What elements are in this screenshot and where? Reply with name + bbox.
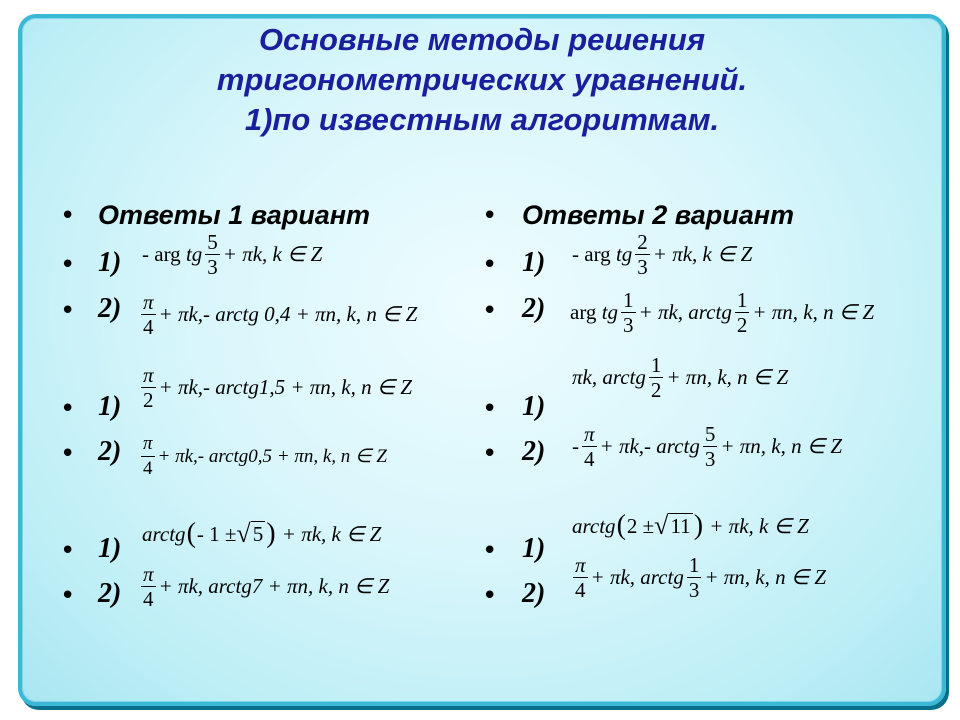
- formula-text: - 1 ±: [196, 521, 237, 546]
- bullet-icon: •: [482, 581, 498, 611]
- right-label-5: 1): [522, 533, 546, 564]
- bullet-icon: •: [60, 250, 76, 280]
- left-label-5: 1): [98, 533, 122, 564]
- right-formula-3: [572, 353, 788, 402]
- formula-text: - arg: [572, 242, 611, 266]
- left-label-6: 2): [98, 578, 122, 609]
- right-label-6: 2): [522, 578, 546, 609]
- fraction: $\frac{5}{3}$: [207, 230, 218, 279]
- right-label-3: 1): [522, 391, 546, 422]
- right-label-1: 1): [522, 247, 546, 278]
- formula-text: 2 ±: [626, 513, 655, 538]
- bullet-icon: •: [482, 439, 498, 469]
- right-label-2: 2): [522, 293, 546, 324]
- formula-text: arg: [570, 300, 597, 324]
- formula-text: + πk, arctg7 + πn, k, n ∈ Z: [158, 574, 390, 598]
- sqrt-symbol: √ 5: [236, 519, 264, 548]
- bullet-icon: •: [482, 250, 498, 280]
- right-formula-6: [570, 553, 826, 602]
- fraction: $\frac{2}{3}$: [637, 230, 648, 279]
- formula-text: tg: [601, 300, 619, 324]
- title-line-1: Основные методы решения: [258, 22, 706, 57]
- left-formula-2: [138, 290, 417, 339]
- bullet-icon: •: [60, 536, 76, 566]
- left-label-1: 1): [98, 247, 122, 278]
- right-formula-1: [572, 230, 752, 279]
- formula-text: - arg: [142, 242, 181, 266]
- formula-text: + πn, k, n ∈ Z: [666, 365, 789, 389]
- formula-text: tg: [185, 242, 203, 266]
- fraction: $\frac{5}{3}$: [704, 422, 716, 471]
- right-header: Ответы 2 вариант: [522, 200, 795, 230]
- bullet-icon: •: [482, 296, 498, 326]
- right-formula-5: arctg ( 2 ± √ 11 ) + πk, k ∈ Z: [572, 510, 809, 541]
- slide-frame: [18, 14, 946, 706]
- title-line-3: 1)по известным алгоритмам.: [244, 102, 720, 137]
- formula-text: + πn, k, n ∈ Z: [752, 300, 875, 324]
- formula-text: + πk, arctg: [638, 300, 732, 324]
- formula-text: -: [572, 434, 579, 458]
- left-formula-4: [138, 432, 387, 481]
- bullet-icon: •: [60, 581, 76, 611]
- formula-text: + πk, k ∈ Z: [281, 521, 382, 546]
- formula-text: + πk,- arctg1,5 + πn, k, n ∈ Z: [158, 375, 413, 399]
- right-label-4: 2): [522, 436, 546, 467]
- right-formula-4: [572, 422, 842, 471]
- bullet-icon: •: [60, 201, 76, 231]
- bullet-icon: •: [482, 536, 498, 566]
- formula-text: + πk, k ∈ Z: [222, 242, 323, 266]
- left-formula-6: [138, 562, 389, 611]
- fraction: $\frac{\pi}{2}$: [143, 363, 154, 412]
- fraction: $\frac{\pi}{4}$: [584, 422, 595, 471]
- left-header: Ответы 1 вариант: [98, 200, 371, 230]
- formula-text: + πk, arctg: [590, 565, 684, 589]
- slide-title: [22, 20, 942, 140]
- left-label-4: 2): [98, 436, 122, 467]
- fraction: $\frac{\pi}{4}$: [143, 562, 154, 611]
- fraction: $\frac{1}{3}$: [688, 553, 700, 602]
- left-label-3: 1): [98, 391, 122, 422]
- left-label-2: 2): [98, 293, 122, 324]
- formula-text: + πk, k ∈ Z: [652, 242, 753, 266]
- formula-text: πk, arctg: [572, 365, 646, 389]
- formula-text: + πk,- arctg0,5 + πn, k, n ∈ Z: [157, 446, 387, 467]
- formula-text: + πn, k, n ∈ Z: [720, 434, 843, 458]
- formula-text: arctg: [142, 521, 186, 546]
- formula-text: tg: [615, 242, 633, 266]
- bullet-icon: •: [60, 439, 76, 469]
- left-formula-3: [138, 363, 412, 412]
- right-formula-2: [570, 288, 874, 337]
- formula-text: arctg: [572, 513, 616, 538]
- fraction: $\frac{1}{2}$: [650, 353, 662, 402]
- sqrt-symbol: √ 11: [654, 511, 691, 540]
- fraction: $\frac{\pi}{4}$: [575, 553, 586, 602]
- formula-text: + πk,- arctg: [599, 434, 700, 458]
- title-line-2: тригонометрических уравнений.: [216, 62, 748, 97]
- bullet-icon: •: [60, 394, 76, 424]
- fraction: $\frac{\pi}{4}$: [143, 290, 154, 339]
- formula-text: + πn, k, n ∈ Z: [704, 565, 827, 589]
- bullet-icon: •: [482, 394, 498, 424]
- fraction: $\frac{1}{2}$: [736, 288, 748, 337]
- formula-text: + πk,- arctg 0,4 + πn, k, n ∈ Z: [158, 302, 418, 326]
- bullet-icon: •: [60, 296, 76, 326]
- left-formula-1: [142, 230, 322, 279]
- left-formula-5: arctg ( - 1 ± √ 5 ) + πk, k ∈ Z: [142, 518, 382, 549]
- bullet-icon: •: [482, 201, 498, 231]
- fraction: $\frac{1}{3}$: [623, 288, 634, 337]
- formula-text: + πk, k ∈ Z: [709, 513, 809, 538]
- fraction: $\frac{\pi}{4}$: [143, 433, 153, 479]
